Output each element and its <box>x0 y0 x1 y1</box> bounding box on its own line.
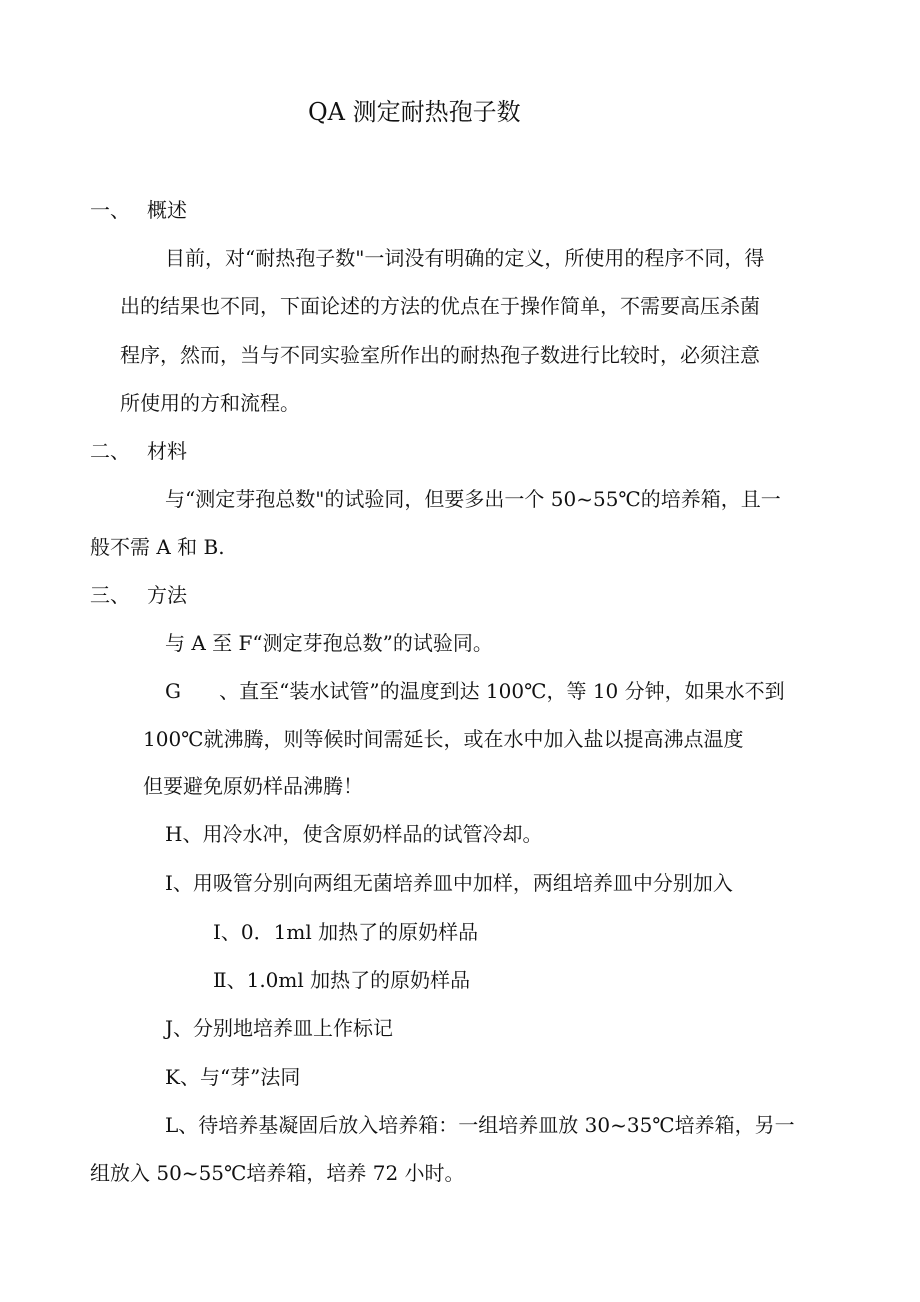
section-title: 方法 <box>147 583 187 607</box>
page-title: QA 测定耐热孢子数 <box>308 98 521 126</box>
section-heading-overview <box>90 196 187 224</box>
paragraph-line: 与“测定芽孢总数"的试验同，但要多出一个 50~55℃的培养箱，且一 <box>165 487 781 511</box>
method-step-k: K、与“芽”法同 <box>165 1065 301 1089</box>
method-step-g-continued: 但要避免原奶样品沸腾！ <box>143 774 363 798</box>
method-step-j: J、分别地培养皿上作标记 <box>165 1016 394 1040</box>
section-number: 一、 <box>90 198 130 222</box>
section-title: 材料 <box>147 439 187 463</box>
paragraph-line: 般不需 A 和 B. <box>90 535 225 559</box>
method-step-i: I、用吸管分别向两组无菌培养皿中加样，两组培养皿中分别加入 <box>165 871 733 895</box>
paragraph-line: 出的结果也不同，下面论述的方法的优点在于操作简单，不需要高压杀菌 <box>120 294 760 318</box>
method-sub-item-2: Ⅱ、1.0ml 加热了的原奶样品 <box>213 968 471 992</box>
paragraph-line: 程序，然而，当与不同实验室所作出的耐热孢子数进行比较时，必须注意 <box>120 343 760 367</box>
section-number: 二、 <box>90 439 130 463</box>
method-sub-item-1: Ⅰ、0．1ml 加热了的原奶样品 <box>213 920 479 944</box>
method-step-g-continued: 100℃就沸腾，则等候时间需延长，或在水中加入盐以提高沸点温度 <box>143 727 744 751</box>
method-step-h: H、用冷水冲，使含原奶样品的试管冷却。 <box>165 822 543 846</box>
paragraph-line: 所使用的方和流程。 <box>120 391 300 415</box>
method-step-l: L、待培养基凝固后放入培养箱：一组培养皿放 30~35℃培养箱，另一 <box>165 1113 795 1137</box>
paragraph-line: 目前，对“耐热孢子数"一词没有明确的定义，所使用的程序不同，得 <box>165 246 765 270</box>
section-heading-method <box>90 581 187 609</box>
section-title: 概述 <box>147 198 187 222</box>
section-number: 三、 <box>90 583 130 607</box>
section-heading-materials <box>90 437 187 465</box>
method-step-g: G 、直至“装水试管”的温度到达 100℃，等 10 分钟，如果水不到 <box>165 679 785 703</box>
method-step-l-continued: 组放入 50~55℃培养箱，培养 72 小时。 <box>90 1161 465 1185</box>
method-step-a-to-f: 与 A 至 F“测定芽孢总数”的试验同。 <box>165 631 493 655</box>
